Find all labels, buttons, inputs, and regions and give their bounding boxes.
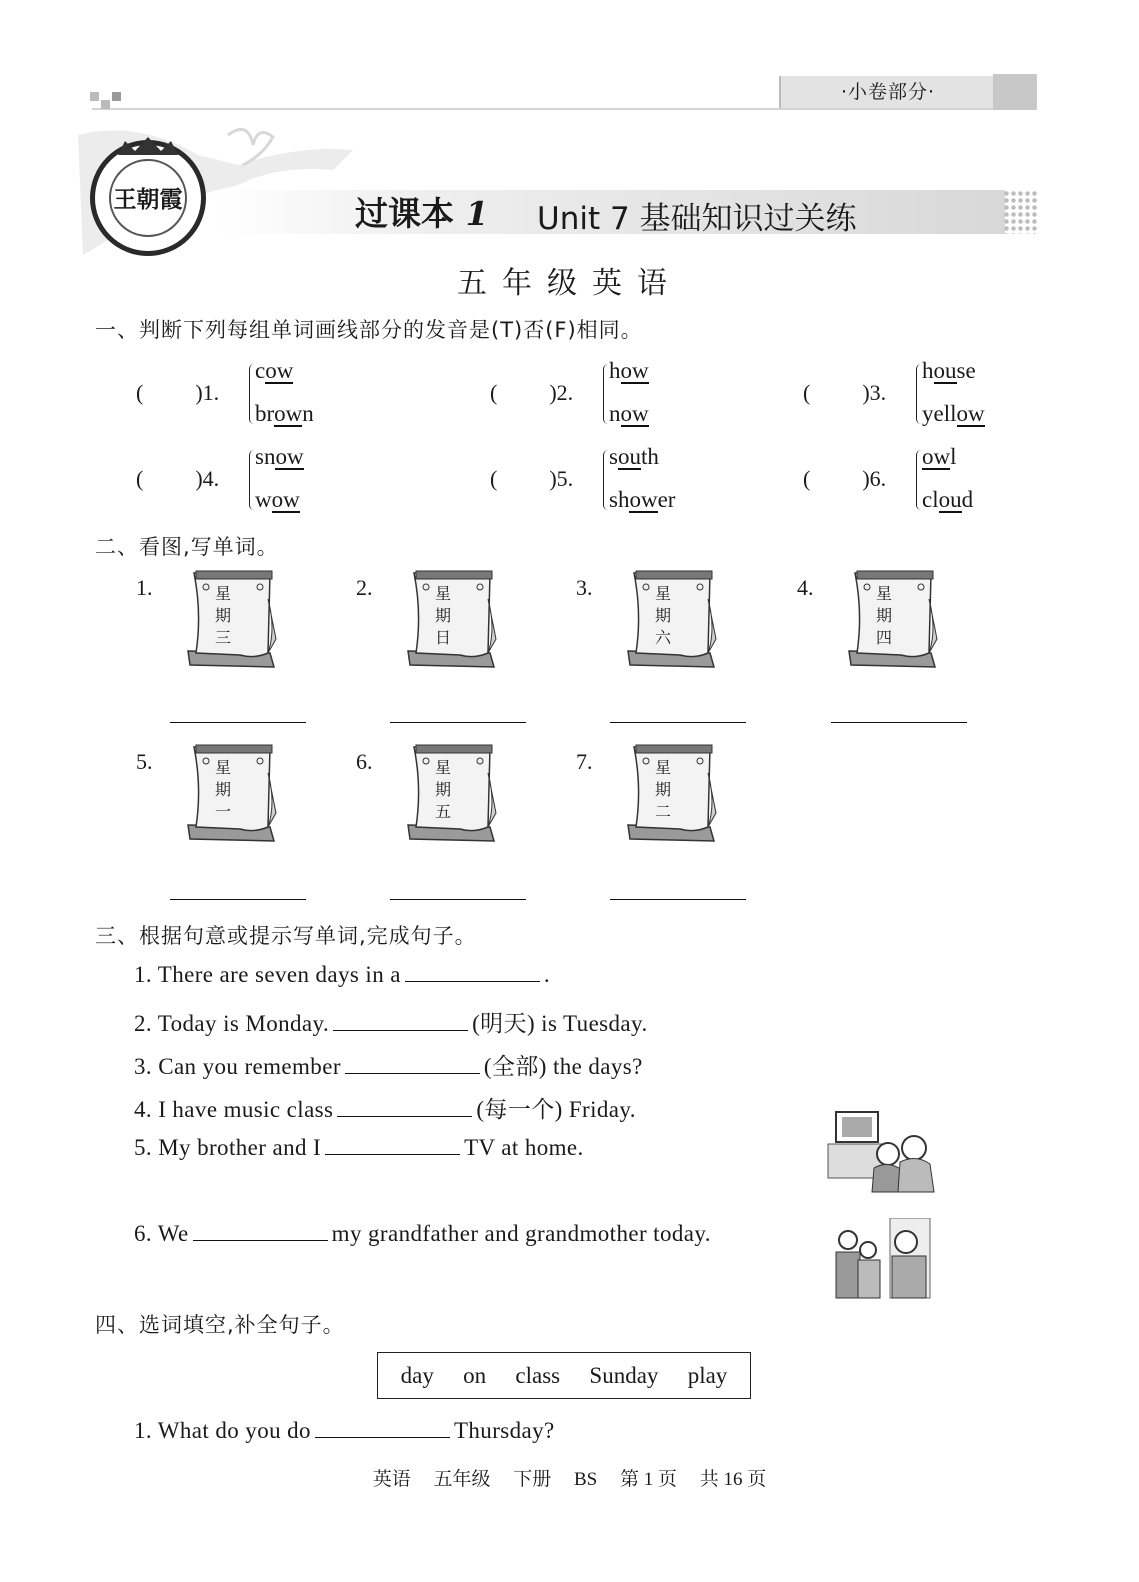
phonics-word: owl — [922, 444, 957, 469]
answer-line[interactable] — [390, 722, 526, 723]
item-number: 1. — [136, 575, 153, 600]
phonics-word: now — [609, 401, 649, 426]
answer-line[interactable] — [170, 899, 306, 900]
fill-sentence: 5. My brother and I TV at home. — [134, 1135, 584, 1160]
calendar-label: 期 — [655, 606, 672, 625]
header-pixel-decoration — [101, 100, 110, 109]
banner-title: 过课本 1 — [355, 194, 489, 233]
word-bank-item: Sunday — [589, 1362, 659, 1388]
answer-parentheses[interactable]: ( )4. — [136, 466, 220, 491]
underlined-letters: ow — [620, 358, 649, 383]
word-bank-item: class — [515, 1362, 561, 1388]
calendar-label: 星 — [215, 758, 232, 777]
calendar-label: 星 — [215, 584, 232, 603]
banner-number: 1 — [465, 194, 489, 233]
answer-blank[interactable] — [325, 1136, 460, 1155]
underlined-letters: ow — [956, 401, 985, 426]
footer-grade: 五年级 — [433, 1469, 491, 1490]
calendar-label: 期 — [876, 606, 893, 625]
page-footer — [0, 1464, 1139, 1491]
section-2-title: 二、看图,写单词。 — [95, 535, 279, 559]
phonics-word: south — [609, 444, 659, 469]
phonics-word: how — [609, 358, 649, 383]
item-number: )3. — [862, 380, 887, 405]
footer-page: 第 1 页 — [620, 1469, 678, 1490]
phonics-word: cloud — [922, 487, 974, 512]
section-tag: ·小卷部分· — [779, 76, 995, 108]
header-pixel-decoration — [90, 92, 99, 101]
answer-parentheses[interactable]: ( )6. — [803, 466, 887, 491]
section-1-title: 一、判断下列每组单词画线部分的发音是(T)否(F)相同。 — [95, 318, 643, 342]
item-number: 2. — [356, 575, 373, 600]
item-number: )4. — [195, 466, 220, 491]
section-3-title: 三、根据句意或提示写单词,完成句子。 — [95, 924, 477, 948]
calendar-label: 一 — [215, 802, 232, 821]
calendar-label: 六 — [655, 628, 672, 647]
fill-sentence: 1. What do you do Thursday? — [134, 1418, 555, 1443]
underlined-letters: ow — [629, 487, 658, 512]
calendar-label: 期 — [215, 780, 232, 799]
banner-dots — [1003, 190, 1039, 234]
word-bank-item: day — [400, 1362, 434, 1388]
phonics-word: cow — [255, 358, 294, 383]
underlined-letters: ou — [938, 487, 962, 512]
calendar-label: 二 — [655, 802, 672, 821]
word-bank-item: play — [687, 1362, 728, 1388]
calendar-label: 星 — [655, 758, 672, 777]
item-number: 7. — [576, 749, 593, 774]
section-4-title: 四、选词填空,补全句子。 — [95, 1313, 345, 1337]
calendar-label: 期 — [435, 780, 452, 799]
header-pixel-decoration — [112, 92, 121, 101]
answer-parentheses[interactable]: ( )5. — [490, 466, 574, 491]
answer-blank[interactable] — [193, 1222, 328, 1241]
item-number: 4. — [797, 575, 814, 600]
calendar-icon — [845, 569, 941, 673]
calendar-label: 四 — [876, 628, 893, 647]
answer-blank[interactable] — [405, 963, 540, 982]
calendar-label: 星 — [655, 584, 672, 603]
underlined-letters: ou — [933, 358, 957, 383]
fill-sentence: 3. Can you remember (全部) the days? — [134, 1054, 643, 1079]
answer-line[interactable] — [610, 899, 746, 900]
answer-line[interactable] — [831, 722, 967, 723]
item-number: 3. — [576, 575, 593, 600]
calendar-label: 星 — [435, 758, 452, 777]
underlined-letters: ou — [617, 444, 641, 469]
fill-sentence: 6. We my grandfather and grandmother today. — [134, 1221, 711, 1246]
answer-parentheses[interactable]: ( )1. — [136, 380, 220, 405]
answer-blank[interactable] — [337, 1098, 472, 1117]
calendar-label: 五 — [435, 802, 452, 821]
answer-parentheses[interactable]: ( )2. — [490, 380, 574, 405]
item-number: )1. — [195, 380, 220, 405]
logo-text: 王朝霞 — [113, 186, 183, 213]
calendar-label: 星 — [876, 584, 893, 603]
calendar-label: 期 — [215, 606, 232, 625]
phonics-word: shower — [609, 487, 676, 512]
answer-blank[interactable] — [345, 1055, 480, 1074]
calendar-label: 三 — [215, 628, 232, 647]
footer-subject: 英语 — [372, 1469, 411, 1490]
banner-subtitle: Unit 7 基础知识过关练 — [537, 201, 857, 237]
phonics-word: house — [922, 358, 976, 383]
publisher-logo — [90, 140, 206, 256]
underlined-letters: ow — [922, 444, 951, 469]
watching-tv-illustration — [826, 1108, 942, 1194]
fill-sentence: 2. Today is Monday. (明天) is Tuesday. — [134, 1011, 648, 1036]
word-bank-item: on — [463, 1362, 487, 1388]
section-tag-accent — [993, 74, 1037, 110]
underlined-letters: ow — [274, 401, 303, 426]
phonics-word: yellow — [922, 401, 985, 426]
underlined-letters: ow — [275, 444, 304, 469]
calendar-icon — [624, 743, 720, 847]
calendar-label: 期 — [655, 780, 672, 799]
page-title: 五年级英语 — [457, 266, 682, 301]
visiting-grandparents-illustration — [834, 1218, 934, 1300]
answer-line[interactable] — [390, 899, 526, 900]
underlined-letters: ow — [620, 401, 649, 426]
item-number: )2. — [549, 380, 574, 405]
footer-edition: BS — [574, 1469, 598, 1490]
calendar-label: 日 — [435, 628, 452, 647]
header-rule — [92, 108, 1037, 110]
calendar-icon — [184, 743, 280, 847]
calendar-label: 期 — [435, 606, 452, 625]
phonics-word: brown — [255, 401, 314, 426]
item-number: )6. — [862, 466, 887, 491]
answer-line[interactable] — [610, 722, 746, 723]
calendar-icon — [404, 569, 500, 673]
fill-sentence: 1. There are seven days in a . — [134, 962, 551, 987]
fill-sentence: 4. I have music class (每一个) Friday. — [134, 1097, 636, 1122]
calendar-icon — [624, 569, 720, 673]
word-bank — [377, 1352, 751, 1399]
answer-blank[interactable] — [315, 1419, 450, 1438]
underlined-letters: ow — [265, 358, 294, 383]
item-number: 6. — [356, 749, 373, 774]
calendar-icon — [404, 743, 500, 847]
underlined-letters: ow — [271, 487, 300, 512]
calendar-icon — [184, 569, 280, 673]
calendar-label: 星 — [435, 584, 452, 603]
crown-icon — [113, 137, 183, 157]
phonics-word: snow — [255, 444, 304, 469]
footer-volume: 下册 — [513, 1469, 552, 1490]
phonics-word: wow — [255, 487, 300, 512]
answer-line[interactable] — [170, 722, 306, 723]
footer-total: 共 16 页 — [699, 1469, 767, 1490]
item-number: 5. — [136, 749, 153, 774]
item-number: )5. — [549, 466, 574, 491]
answer-parentheses[interactable]: ( )3. — [803, 380, 887, 405]
answer-blank[interactable] — [333, 1012, 468, 1031]
